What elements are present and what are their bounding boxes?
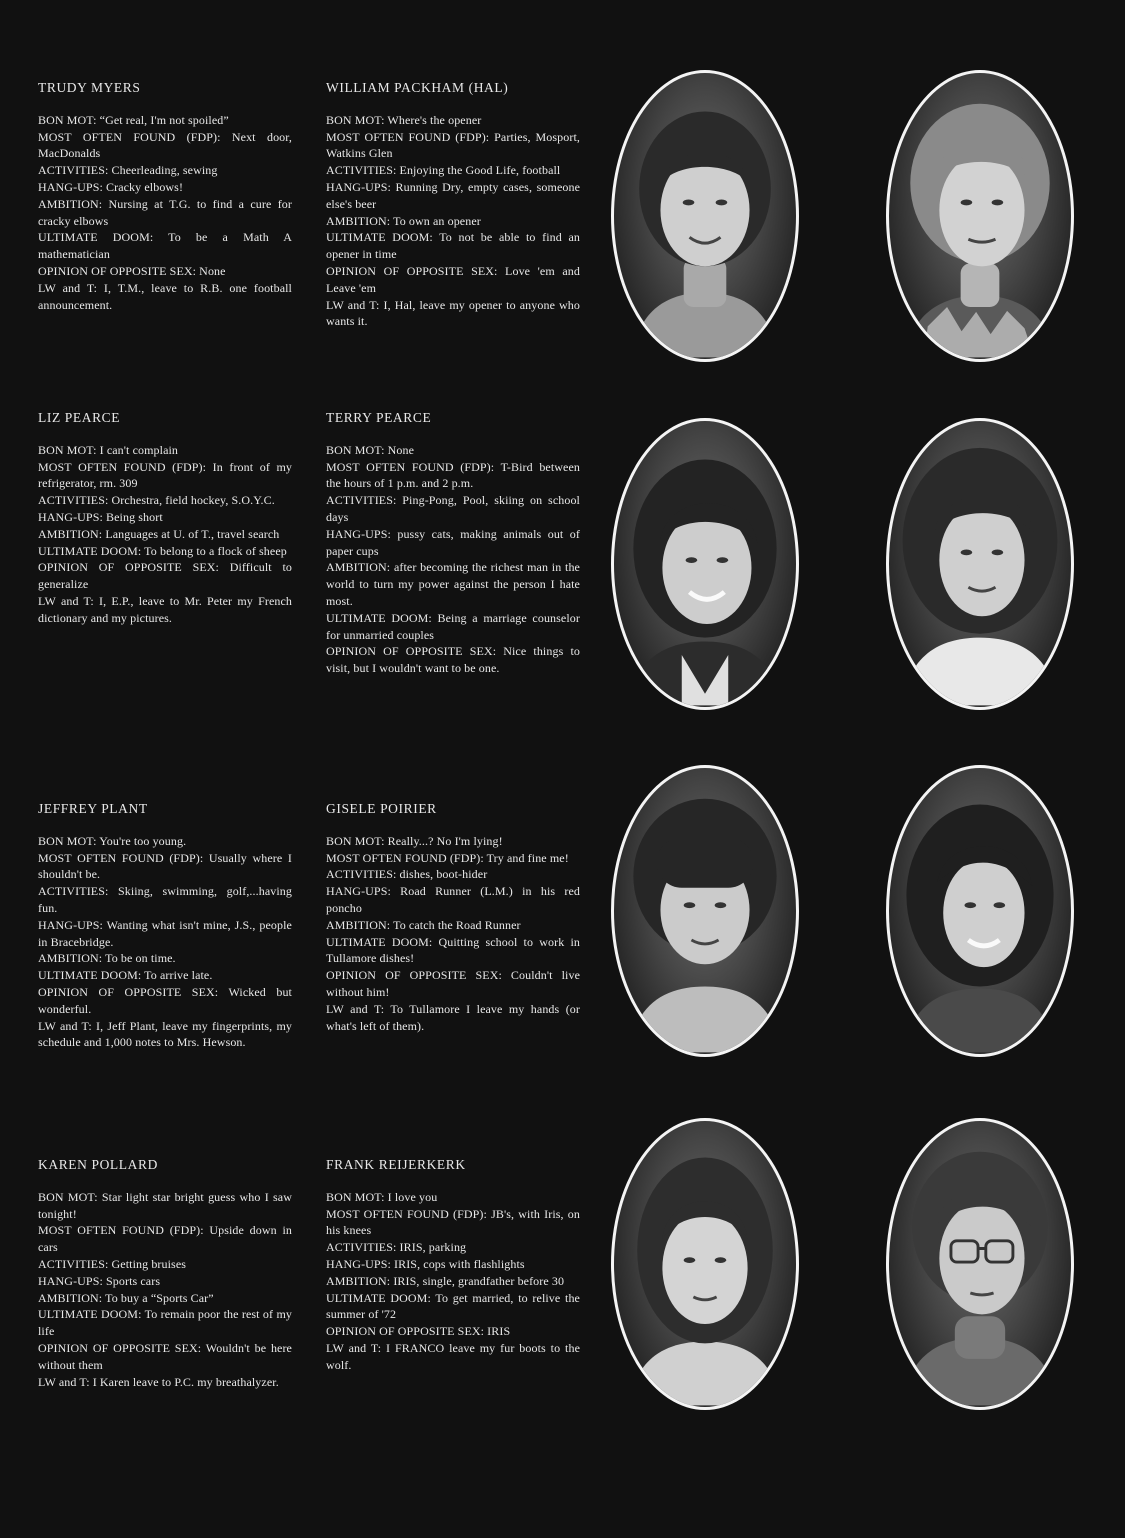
student-name: GISELE POIRIER: [326, 801, 437, 816]
bio-text: [326, 442, 580, 677]
bio-line: LW and T: I, Jeff Plant, leave my fingerprints, my schedule and 1,000 notes to Mrs. Hewson.: [38, 1018, 292, 1050]
portrait-silhouette: [889, 1121, 1071, 1407]
bio-line: AMBITION: To be on time.: [38, 951, 176, 966]
bio-line: ACTIVITIES: Cheerleading, sewing: [38, 163, 218, 178]
bio-line: OPINION OF OPPOSITE SEX: Nice things to visit, but I wouldn't want to be one.: [326, 644, 580, 676]
bio-line: ACTIVITIES: Enjoying the Good Life, football: [326, 163, 561, 178]
bio-line: HANG-UPS: Wanting what isn't mine, J.S., people in Bracebridge.: [38, 917, 292, 949]
bio-line: LW and T: To Tullamore I leave my hands (or what's left of them).: [326, 1001, 580, 1033]
bio-line: BON MOT: None: [326, 442, 415, 457]
bio-line: BON MOT: Really...? No I'm lying!: [326, 833, 503, 848]
portrait-photo: [611, 765, 799, 1057]
bio-text: [326, 833, 580, 1035]
bio-line: ACTIVITIES: Ping-Pong, Pool, skiing on school days: [326, 493, 580, 524]
portrait-photo: [886, 1118, 1074, 1410]
bio-line: OPINION OF OPPOSITE SEX: Wicked but wonderful.: [38, 984, 292, 1016]
bio-line: BON MOT: I can't complain: [38, 442, 179, 457]
portrait-silhouette: [889, 421, 1071, 707]
portrait-silhouette: [614, 73, 796, 359]
bio-line: AMBITION: IRIS, single, grandfather before 30: [326, 1273, 565, 1288]
bio-line: ACTIVITIES: Getting bruises: [38, 1256, 187, 1271]
bio-line: MOST OFTEN FOUND (FDP): Next door, MacDonalds: [38, 129, 292, 161]
bio-line: AMBITION: To buy a “Sports Car”: [38, 1290, 214, 1305]
portrait-photo: [611, 1118, 799, 1410]
portrait-photo: [886, 70, 1074, 362]
bio-block: [326, 1157, 580, 1374]
portrait-silhouette: [889, 73, 1071, 359]
bio-line: HANG-UPS: Cracky elbows!: [38, 179, 184, 194]
student-name: TRUDY MYERS: [38, 80, 141, 95]
student-name: TERRY PEARCE: [326, 410, 432, 425]
student-name: JEFFREY PLANT: [38, 801, 148, 816]
bio-line: ULTIMATE DOOM: To remain poor the rest of my life: [38, 1307, 292, 1339]
bio-line: ULTIMATE DOOM: Quitting school to work in Tullamore dishes!: [326, 934, 580, 966]
portrait-silhouette: [614, 1121, 796, 1407]
bio-line: ACTIVITIES: Skiing, swimming, golf,...having fun.: [38, 884, 292, 915]
bio-line: AMBITION: after becoming the richest man in the world to turn my power against the person I hate most.: [326, 560, 580, 608]
bio-line: LW and T: I, E.P., leave to Mr. Peter my French dictionary and my pictures.: [38, 593, 292, 625]
student-name: KAREN POLLARD: [38, 1157, 158, 1172]
bio-line: HANG-UPS: Being short: [38, 509, 163, 524]
bio-line: ULTIMATE DOOM: Being a marriage counselor for unmarried couples: [326, 610, 580, 642]
student-name: WILLIAM PACKHAM (HAL): [326, 80, 509, 95]
bio-line: BON MOT: You're too young.: [38, 833, 187, 848]
bio-line: MOST OFTEN FOUND (FDP): Upside down in cars: [38, 1223, 292, 1255]
bio-text: [38, 833, 292, 1051]
bio-line: LW and T: I, Hal, leave my opener to anyone who wants it.: [326, 297, 580, 329]
bio-line: BON MOT: “Get real, I'm not spoiled”: [38, 112, 229, 127]
bio-line: BON MOT: Where's the opener: [326, 112, 482, 127]
bio-line: ULTIMATE DOOM: To belong to a flock of sheep: [38, 543, 287, 558]
bio-line: ULTIMATE DOOM: To not be able to find an opener in time: [326, 230, 580, 262]
portrait-photo: [611, 418, 799, 710]
bio-line: MOST OFTEN FOUND (FDP): Usually where I shouldn't be.: [38, 850, 292, 882]
portrait-silhouette: [614, 421, 796, 707]
bio-line: MOST OFTEN FOUND (FDP): Parties, Mosport, Watkins Glen: [326, 129, 580, 161]
bio-block: [326, 801, 580, 1034]
bio-text: [38, 1189, 292, 1391]
bio-line: OPINION OF OPPOSITE SEX: Wouldn't be here without them: [38, 1340, 292, 1372]
bio-line: HANG-UPS: Running Dry, empty cases, someone else's beer: [326, 179, 580, 211]
bio-line: OPINION OF OPPOSITE SEX: None: [38, 263, 226, 278]
bio-line: OPINION OF OPPOSITE SEX: Difficult to generalize: [38, 560, 292, 592]
portrait-silhouette: [614, 768, 796, 1054]
bio-block: [38, 80, 292, 313]
bio-line: ACTIVITIES: dishes, boot-hider: [326, 867, 488, 882]
bio-line: HANG-UPS: Sports cars: [38, 1273, 161, 1288]
bio-line: ULTIMATE DOOM: To get married, to relive the summer of '72: [326, 1290, 580, 1322]
bio-line: AMBITION: To own an opener: [326, 213, 481, 228]
portrait-photo: [611, 70, 799, 362]
bio-line: ACTIVITIES: IRIS, parking: [326, 1240, 467, 1255]
portrait-photo: [886, 765, 1074, 1057]
bio-text: [326, 112, 580, 330]
bio-line: MOST OFTEN FOUND (FDP): T-Bird between the hours of 1 p.m. and 2 p.m.: [326, 459, 580, 491]
bio-line: AMBITION: To catch the Road Runner: [326, 917, 521, 932]
bio-line: ULTIMATE DOOM: To be a Math A mathematician: [38, 230, 292, 262]
portrait-photo: [886, 418, 1074, 710]
bio-block: [326, 410, 580, 677]
bio-line: BON MOT: I love you: [326, 1189, 438, 1204]
bio-line: LW and T: I Karen leave to P.C. my breathalyzer.: [38, 1374, 279, 1389]
bio-line: LW and T: I FRANCO leave my fur boots to the wolf.: [326, 1340, 580, 1372]
bio-line: HANG-UPS: pussy cats, making animals out of paper cups: [326, 526, 580, 558]
bio-line: HANG-UPS: IRIS, cops with flashlights: [326, 1256, 525, 1271]
bio-line: OPINION OF OPPOSITE SEX: IRIS: [326, 1324, 511, 1339]
student-name: FRANK REIJERKERK: [326, 1157, 466, 1172]
bio-text: [38, 112, 292, 314]
portrait-silhouette: [889, 768, 1071, 1054]
bio-line: MOST OFTEN FOUND (FDP): In front of my refrigerator, rm. 309: [38, 459, 292, 491]
student-name: LIZ PEARCE: [38, 410, 121, 425]
bio-line: MOST OFTEN FOUND (FDP): JB's, with Iris, on his knees: [326, 1206, 580, 1238]
bio-text: [38, 442, 292, 627]
bio-line: HANG-UPS: Road Runner (L.M.) in his red poncho: [326, 884, 580, 915]
bio-line: ACTIVITIES: Orchestra, field hockey, S.O.Y.C.: [38, 493, 275, 508]
bio-block: [326, 80, 580, 330]
bio-line: MOST OFTEN FOUND (FDP): Try and fine me!: [326, 850, 569, 865]
bio-line: OPINION OF OPPOSITE SEX: Love 'em and Leave 'em: [326, 263, 580, 295]
bio-line: LW and T: I, T.M., leave to R.B. one football announcement.: [38, 280, 292, 312]
bio-line: OPINION OF OPPOSITE SEX: Couldn't live without him!: [326, 968, 580, 999]
bio-block: [38, 410, 292, 627]
bio-block: [38, 1157, 292, 1390]
bio-line: AMBITION: Nursing at T.G. to find a cure for cracky elbows: [38, 196, 292, 228]
bio-line: BON MOT: Star light star bright guess who I saw tonight!: [38, 1189, 292, 1221]
bio-block: [38, 801, 292, 1051]
bio-text: [326, 1189, 580, 1374]
bio-line: ULTIMATE DOOM: To arrive late.: [38, 968, 213, 983]
bio-line: AMBITION: Languages at U. of T., travel search: [38, 526, 280, 541]
